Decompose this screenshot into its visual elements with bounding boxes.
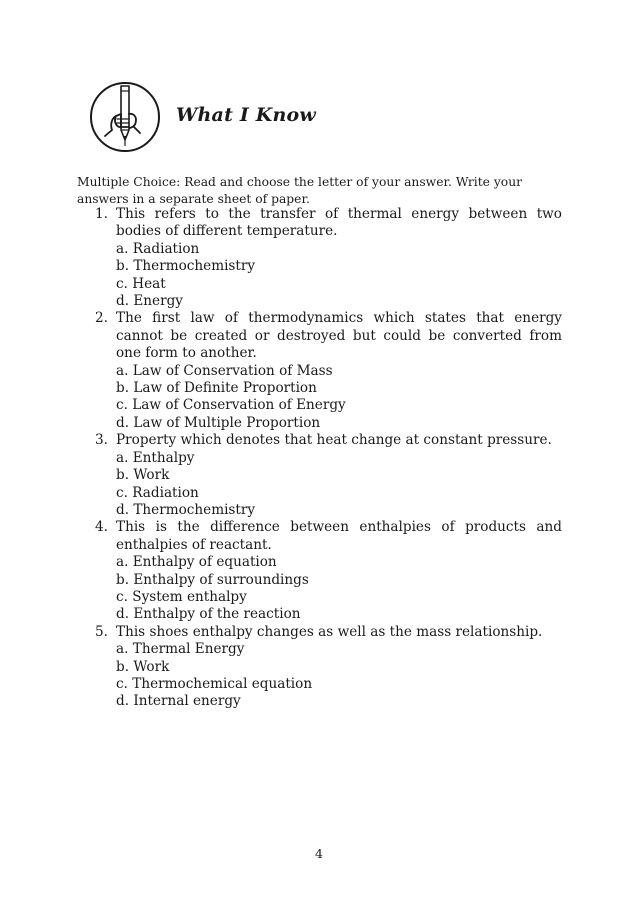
answer-choice: b. Work	[116, 658, 170, 675]
answer-choice: b. Enthalpy of surroundings	[116, 571, 309, 588]
choice-list	[116, 450, 638, 520]
question-text: This is the difference between enthalpies of products and enthalpies of reactant.	[116, 519, 562, 553]
answer-choice: b. Work	[116, 467, 170, 484]
question-number: 4.	[95, 519, 108, 536]
answer-choice: c. Radiation	[116, 484, 199, 501]
section-title: What I Know	[176, 104, 316, 126]
answer-choice: c. Law of Conservation of Energy	[116, 397, 346, 414]
answer-choice: d. Internal energy	[116, 693, 241, 710]
answer-choice: d. Energy	[116, 293, 183, 310]
answer-choice: a. Enthalpy	[116, 449, 195, 466]
answer-choice: b. Thermochemistry	[116, 258, 256, 275]
choice-list	[116, 641, 638, 711]
question-text: This refers to the transfer of thermal energy between two bodies of different temperature.	[116, 206, 562, 240]
choice-list	[116, 241, 638, 311]
choice-list	[116, 363, 638, 433]
question-item	[0, 432, 638, 519]
pencil-hand-icon	[88, 80, 162, 154]
answer-choice: d. Enthalpy of the reaction	[116, 606, 301, 623]
question-item	[0, 519, 638, 623]
answer-choice: d. Thermochemistry	[116, 501, 256, 518]
question-number: 2.	[95, 310, 108, 327]
answer-choice: a. Law of Conservation of Mass	[116, 362, 333, 379]
answer-choice: c. System enthalpy	[116, 588, 247, 605]
question-item	[0, 624, 638, 711]
question-text: Property which denotes that heat change at constant pressure.	[116, 432, 552, 449]
answer-choice: c. Thermochemical equation	[116, 675, 313, 692]
question-list	[0, 206, 638, 711]
instructions-text: Multiple Choice: Read and choose the letter of your answer. Write your answers in a separate sheet of paper.	[77, 175, 522, 206]
page-number: 4	[315, 846, 323, 861]
question-item	[0, 310, 638, 432]
question-text: This shoes enthalpy changes as well as the mass relationship.	[116, 623, 543, 640]
question-item	[0, 206, 638, 310]
question-number: 1.	[95, 206, 108, 222]
answer-choice: a. Radiation	[116, 240, 200, 257]
answer-choice: c. Heat	[116, 275, 166, 292]
answer-choice: a. Thermal Energy	[116, 641, 245, 658]
choice-list	[116, 554, 638, 624]
answer-choice: d. Law of Multiple Proportion	[116, 414, 321, 431]
question-text: The first law of thermodynamics which states that energy cannot be created or destroyed but could be converted from one form to another.	[116, 310, 562, 362]
answer-choice: a. Enthalpy of equation	[116, 554, 277, 571]
question-number: 3.	[95, 432, 108, 449]
question-number: 5.	[95, 623, 108, 640]
answer-choice: b. Law of Definite Proportion	[116, 380, 317, 397]
